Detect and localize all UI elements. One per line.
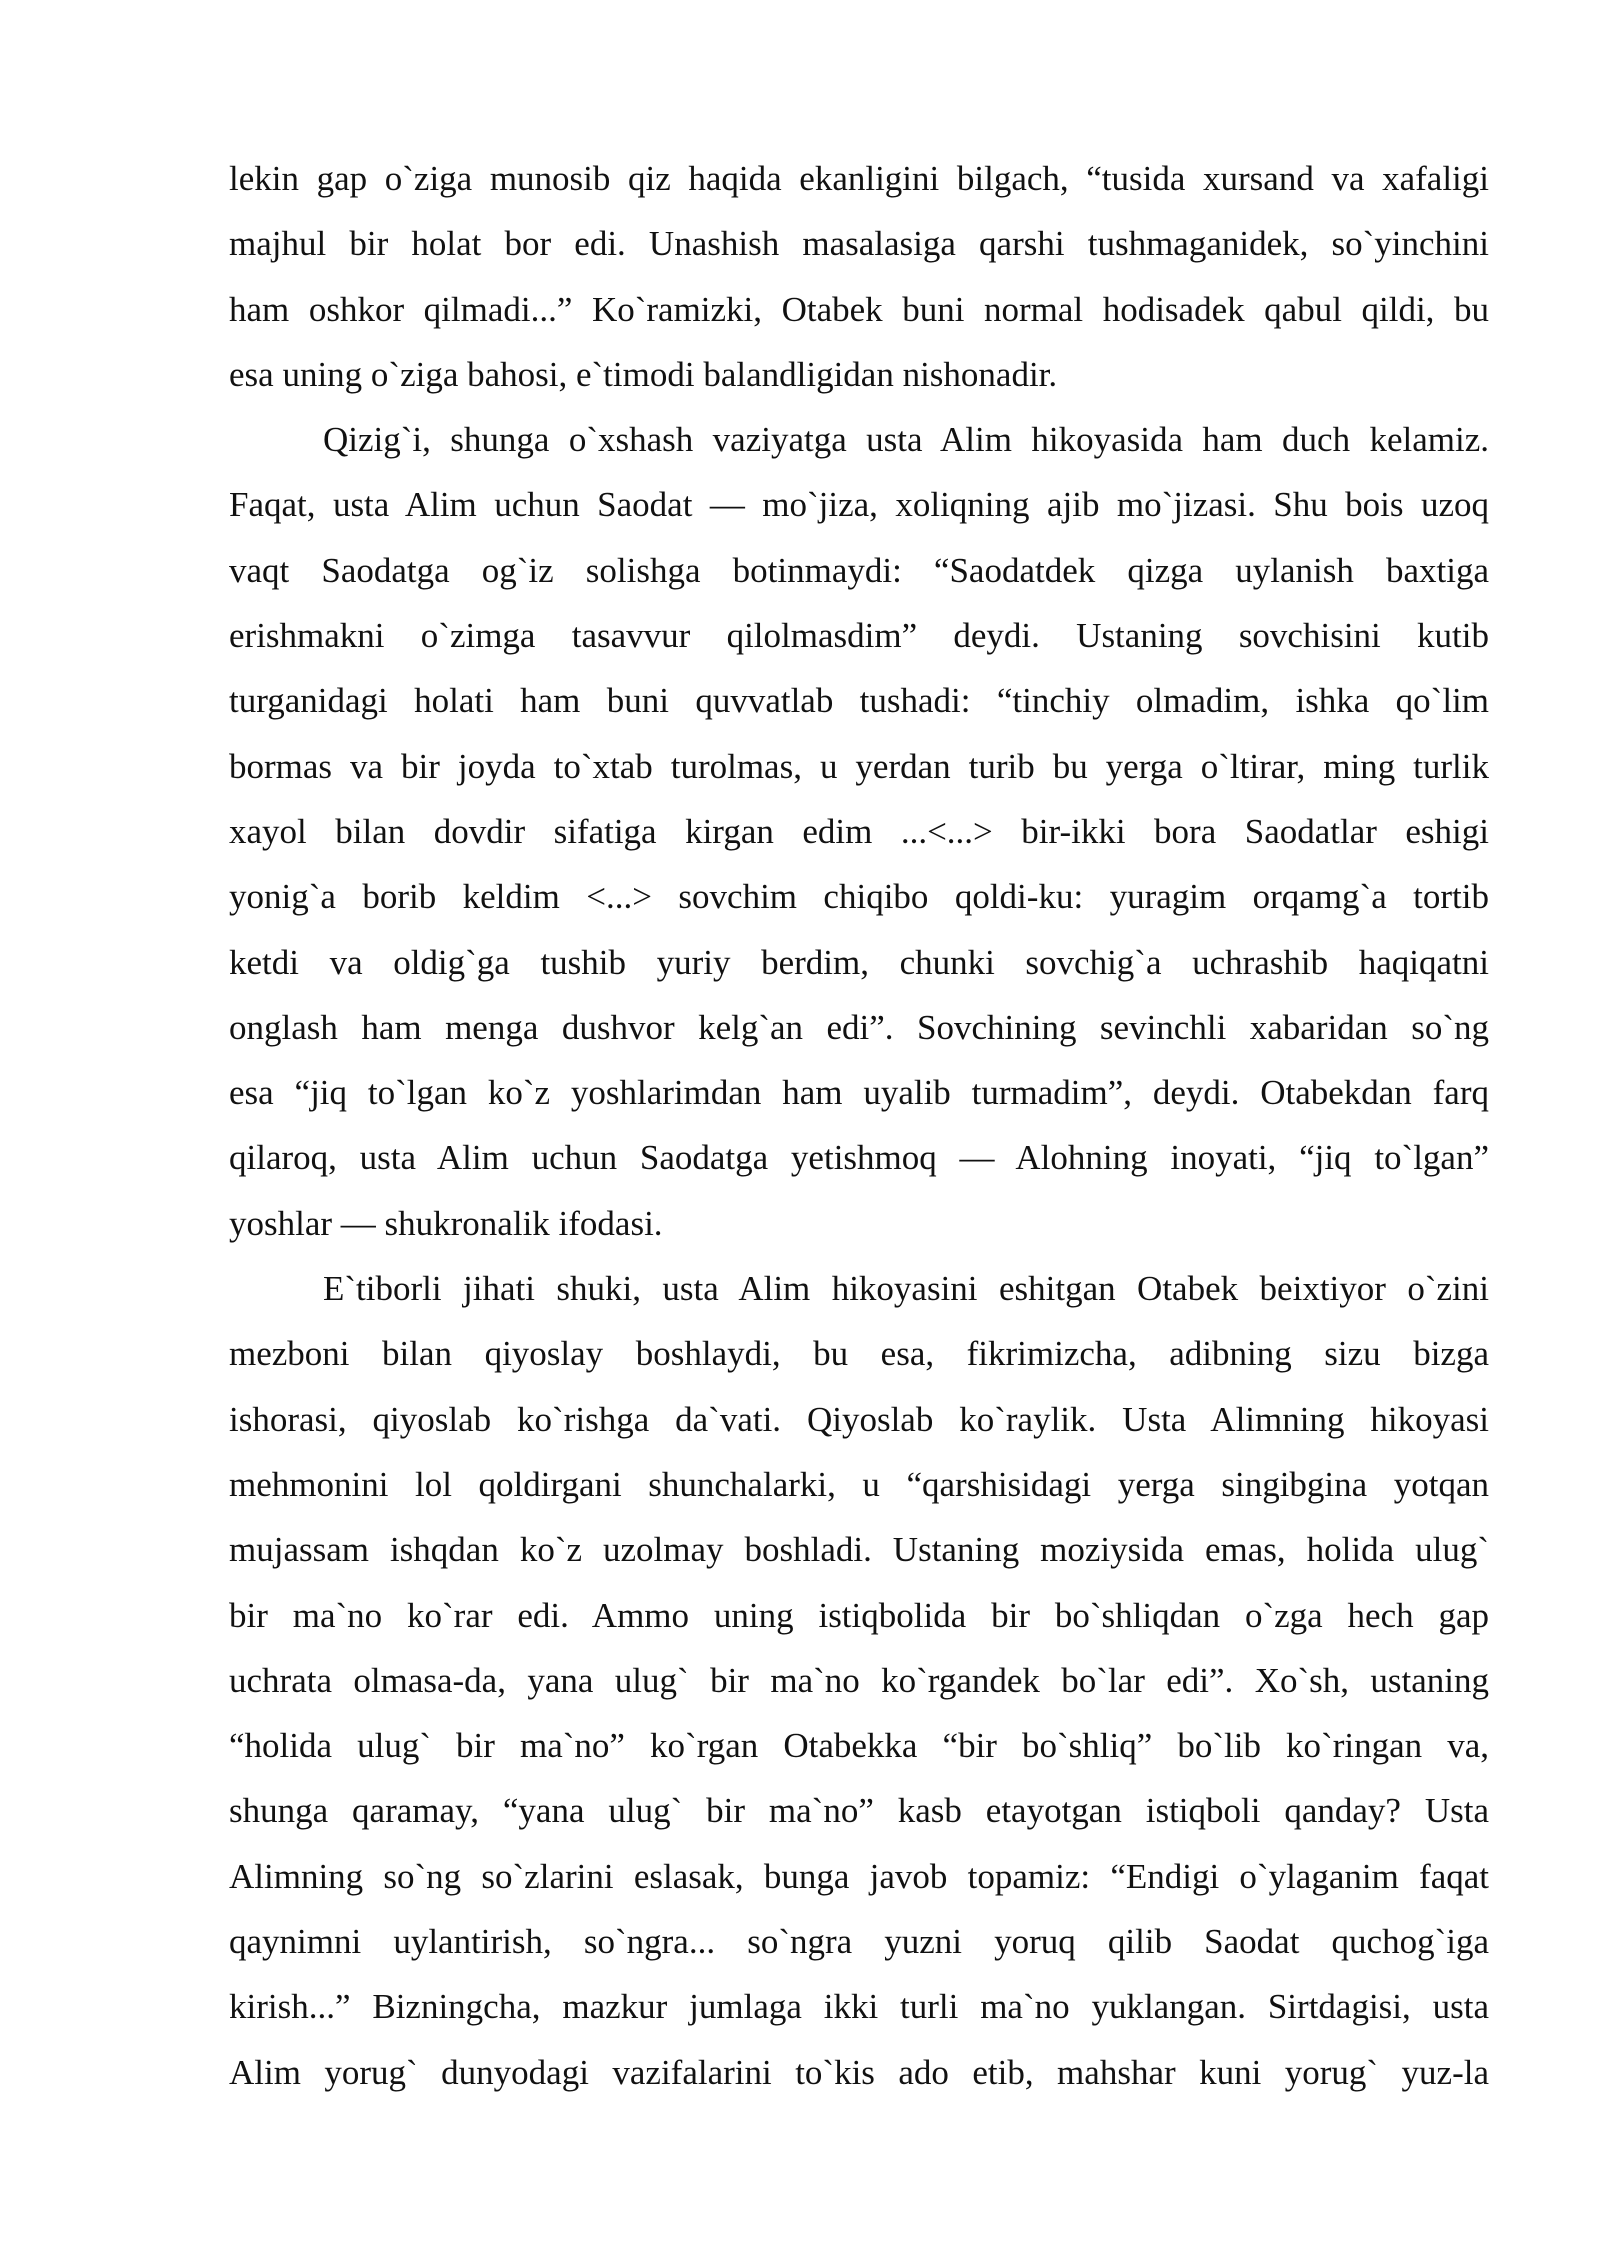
text-line: kirish...” Bizningcha, mazkur jumlaga ikki turli ma`no yuklangan. Sirtdagisi, usta xyxy=(229,1987,1489,2027)
text-line: yonig`a borib keldim <...> sovchim chiqibo qoldi-ku: yuragim orqamg`a tortib xyxy=(229,877,1489,917)
paragraph-1 xyxy=(229,146,1489,407)
text-line: bir ma`no ko`rar edi. Ammo uning istiqbolida bir bo`shliqdan o`zga hech gap xyxy=(229,1595,1489,1635)
text-line: Faqat, usta Alim uchun Saodat — mo`jiza, xoliqning ajib mo`jizasi. Shu bois uzoq xyxy=(229,485,1489,525)
text-line: E`tiborli jihati shuki, usta Alim hikoyasini eshitgan Otabek beixtiyor o`zini xyxy=(323,1269,1489,1309)
text-line: bormas va bir joyda to`xtab turolmas, u yerdan turib bu yerga o`ltirar, ming turlik xyxy=(229,746,1489,786)
paragraph-3 xyxy=(229,1256,1489,2105)
text-line: Alimning so`ng so`zlarini eslasak, bunga javob topamiz: “Endigi o`ylaganim faqat xyxy=(229,1856,1489,1896)
text-line: esa uning o`ziga bahosi, e`timodi balandligidan nishonadir. xyxy=(229,354,1058,394)
text-line: qaynimni uylantirish, so`ngra... so`ngra yuzni yoruq qilib Saodat quchog`iga xyxy=(229,1922,1489,1962)
text-line: uchrata olmasa-da, yana ulug` bir ma`no ko`rgandek bo`lar edi”. Xo`sh, ustaning xyxy=(229,1660,1489,1700)
text-line: lekin gap o`ziga munosib qiz haqida ekanligini bilgach, “tusida xursand va xafaligi xyxy=(229,159,1489,198)
document-page xyxy=(229,146,1489,2105)
text-line: turganidagi holati ham buni quvvatlab tushadi: “tinchiy olmadim, ishka qo`lim xyxy=(229,681,1489,721)
text-line: “holida ulug` bir ma`no” ko`rgan Otabekka “bir bo`shliq” bo`lib ko`ringan va, xyxy=(229,1726,1489,1766)
text-line: Qizig`i, shunga o`xshash vaziyatga usta Alim hikoyasida ham duch kelamiz. xyxy=(323,420,1489,460)
paragraph-2 xyxy=(229,407,1489,1256)
text-line: ishorasi, qiyoslab ko`rishga da`vati. Qiyoslab ko`raylik. Usta Alimning hikoyasi xyxy=(229,1399,1489,1439)
text-line: ham oshkor qilmadi...” Ko`ramizki, Otabek buni normal hodisadek qabul qildi, bu xyxy=(229,289,1489,329)
text-line: vaqt Saodatga og`iz solishga botinmaydi: “Saodatdek qizga uylanish baxtiga xyxy=(229,550,1489,590)
text-line: erishmakni o`zimga tasavvur qilolmasdim” deydi. Ustaning sovchisini kutib xyxy=(229,616,1489,656)
text-line: esa “jiq to`lgan ko`z yoshlarimdan ham uyalib turmadim”, deydi. Otabekdan farq xyxy=(229,1073,1489,1113)
text-line: onglash ham menga dushvor kelg`an edi”. Sovchining sevinchli xabaridan so`ng xyxy=(229,1007,1489,1047)
text-line: xayol bilan dovdir sifatiga kirgan edim ...<...> bir-ikki bora Saodatlar eshigi xyxy=(229,811,1489,851)
text-line: yoshlar — shukronalik ifodasi. xyxy=(229,1203,663,1243)
text-line: qilaroq, usta Alim uchun Saodatga yetishmoq — Alohning inoyati, “jiq to`lgan” xyxy=(229,1138,1489,1178)
text-line: majhul bir holat bor edi. Unashish masalasiga qarshi tushmaganidek, so`yinchini xyxy=(229,224,1489,264)
text-line: ketdi va oldig`ga tushib yuriy berdim, chunki sovchig`a uchrashib haqiqatni xyxy=(229,942,1489,982)
text-line: mujassam ishqdan ko`z uzolmay boshladi. Ustaning moziysida emas, holida ulug` xyxy=(229,1530,1489,1570)
text-line: mehmonini lol qoldirgani shunchalarki, u “qarshisidagi yerga singibgina yotqan xyxy=(229,1464,1489,1504)
text-line: shunga qaramay, “yana ulug` bir ma`no” kasb etayotgan istiqboli qanday? Usta xyxy=(229,1791,1489,1831)
text-line: mezboni bilan qiyoslay boshlaydi, bu esa, fikrimizcha, adibning sizu bizga xyxy=(229,1334,1489,1374)
text-line: Alim yorug` dunyodagi vazifalarini to`kis ado etib, mahshar kuni yorug` yuz-la xyxy=(229,2052,1489,2092)
